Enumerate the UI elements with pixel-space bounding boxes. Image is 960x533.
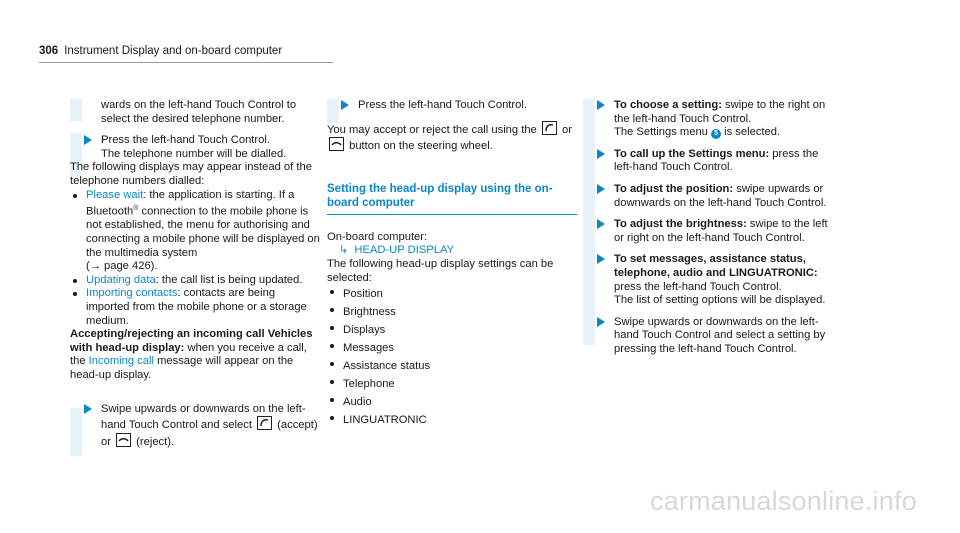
instruction-step: To adjust the position: swipe upwards or downwards on the left-hand Touch Control.	[583, 183, 833, 210]
step-arrow-icon	[597, 219, 605, 229]
instruction-step: Press the left-hand Touch Control. The telephone number will be dialled.	[70, 134, 320, 161]
menu-path: ↳ HEAD-UP DISPLAY	[339, 244, 455, 257]
section-heading: Setting the head-up display using the on-board computer	[327, 182, 577, 215]
paragraph: Accepting/rejecting an incoming call Vehicles with head-up display: when you receive a call, the Incoming call message will appear on the head-up display.	[70, 328, 313, 382]
column-2	[327, 99, 577, 429]
step-arrow-icon	[84, 135, 92, 145]
step-arrow-icon	[341, 100, 349, 110]
menu-arrow-icon: ↳	[339, 244, 349, 257]
instruction-step: Swipe upwards or downwards on the left-hand Touch Control and select (accept) or (reject).	[70, 403, 320, 450]
settings-list	[327, 285, 577, 429]
instruction-step: To set messages, assistance status, telephone, audio and LINGUATRONIC: press the left-hand Touch Control. The list of setting options will be displayed.	[583, 253, 833, 307]
step-arrow-icon	[597, 317, 605, 327]
instruction-step: To adjust the brightness: swipe to the left or right on the left-hand Touch Control.	[583, 218, 833, 245]
step-arrow-icon	[84, 404, 92, 414]
instruction-step: Press the left-hand Touch Control.	[327, 99, 577, 113]
column-3	[583, 99, 833, 357]
phone-accept-icon	[257, 416, 272, 430]
watermark: carmanualsonline.info	[650, 486, 917, 516]
paragraph: The following displays may appear instead of the telephone numbers dialled:	[70, 161, 312, 187]
step-arrow-icon	[597, 184, 605, 194]
step-arrow-icon	[597, 149, 605, 159]
phone-reject-icon	[329, 137, 344, 151]
page-title: Instrument Display and on-board computer	[64, 45, 283, 57]
page-header	[39, 45, 282, 59]
instruction-step: To call up the Settings menu: press the left-hand Touch Control.	[583, 148, 833, 175]
instruction-step: To choose a setting: swipe to the right on the left-hand Touch Control. The Settings menu 5 is selected.	[583, 99, 833, 140]
list-item: Assistance status	[327, 357, 577, 375]
list-item: Displays	[327, 321, 577, 339]
instruction-step: Swipe upwards or downwards on the left-hand Touch Control and select a setting by pressing the left-hand Touch Control.	[583, 316, 833, 357]
label: On-board computer:	[327, 230, 428, 243]
list-item: Updating data: the call list is being updated.	[70, 274, 320, 288]
step-arrow-icon	[597, 100, 605, 110]
status-list	[70, 189, 320, 329]
paragraph: You may accept or reject the call using the or button on the steering wheel.	[327, 121, 577, 154]
step-arrow-icon	[597, 254, 605, 264]
list-item: Position	[327, 285, 577, 303]
list-item: Messages	[327, 339, 577, 357]
list-item: LINGUATRONIC	[327, 411, 577, 429]
paragraph: The following head-up display settings can be selected:	[327, 257, 554, 284]
phone-reject-icon	[116, 433, 131, 447]
continued-step: wards on the left-hand Touch Control to select the desired telephone number.	[101, 99, 297, 125]
page-number: 306	[39, 45, 59, 57]
phone-accept-icon	[542, 121, 557, 135]
list-item: Telephone	[327, 375, 577, 393]
callout-number: 5	[711, 129, 721, 139]
list-item: Please wait: the application is starting. If a Bluetooth® connection to the mobile phone is not established, the menu for authorising and connecting a mobile phone will be displayed on the multimedia system (→ page 426).	[70, 189, 320, 274]
list-item: Brightness	[327, 303, 577, 321]
list-item: Audio	[327, 393, 577, 411]
header-divider	[39, 62, 333, 63]
list-item: Importing contacts: contacts are being imported from the mobile phone or a storage medium.	[70, 287, 320, 328]
column-1	[70, 99, 320, 449]
